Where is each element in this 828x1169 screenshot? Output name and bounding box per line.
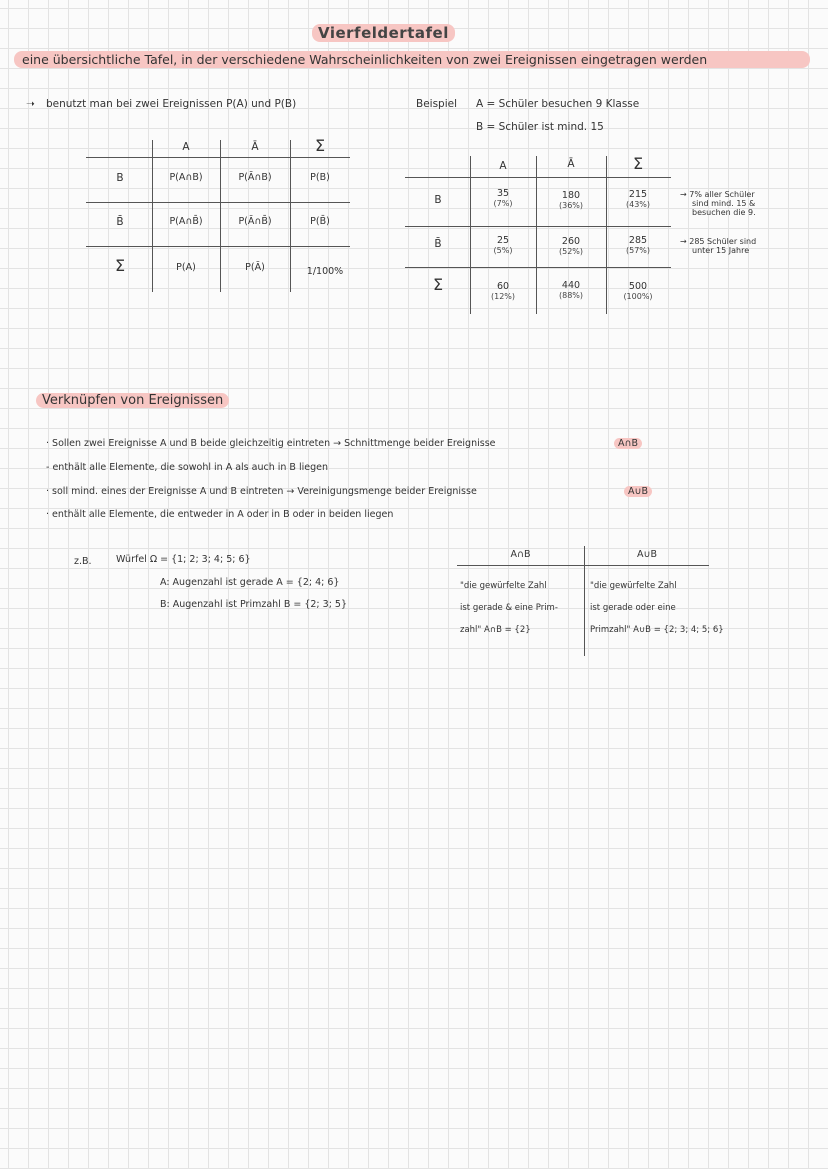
note-2: [680, 237, 756, 255]
intro-arrow-icon: ➝: [26, 98, 35, 110]
example-label: Beispiel: [416, 98, 458, 110]
text-line: Primzahl" A∪B = {2; 3; 4; 5; 6}: [590, 625, 724, 635]
text-line: ist gerade & eine Prim-: [460, 603, 558, 613]
bullet-dot-icon: ·: [46, 486, 53, 497]
percent: (5%): [493, 246, 513, 255]
example-def-a: A = Schüler besuchen 9 Klasse: [476, 98, 640, 110]
bullet-1: [46, 438, 496, 449]
bullet-text: enthält alle Elemente, die sowohl in A als auch in B liegen: [52, 462, 328, 473]
cell-p-abar: P(Ā): [245, 262, 265, 273]
ex-cell-b-sum: [606, 189, 670, 209]
note-1-line: besuchen die 9.: [692, 208, 756, 217]
value: 60: [496, 281, 510, 292]
ex-cell-sum-total: [606, 281, 670, 301]
col-head-union: A∪B: [637, 549, 657, 560]
col-head-intersection: A∩B: [510, 549, 531, 560]
example2-omega: Würfel Ω = {1; 2; 3; 4; 5; 6}: [116, 554, 251, 565]
ex-cell-sum-abar: [536, 280, 606, 300]
bullet-text: Sollen zwei Ereignisse A und B beide gleichzeitig eintreten → Schnittmenge beider Ereignisse: [52, 438, 496, 449]
ex-header-sum: Σ: [632, 154, 644, 173]
text-line: ist gerade oder eine: [590, 603, 676, 613]
page-subtitle: eine übersichtliche Tafel, in der verschiedene Wahrscheinlichkeiten von zwei Ereignissen eingetragen werden: [14, 51, 810, 68]
note-1: [680, 190, 756, 217]
ex-cell-bbar-abar: [536, 236, 606, 256]
bullet-1-symbol: [614, 438, 642, 449]
bullet-3: [46, 486, 477, 497]
percent: (7%): [493, 199, 513, 208]
value: 25: [496, 235, 510, 246]
bullet-dash-icon: -: [46, 462, 53, 473]
note-2-line: unter 15 Jahre: [692, 246, 750, 255]
example-def-b: B = Schüler ist mind. 15: [476, 121, 604, 133]
ex-cell-bbar-sum: [606, 235, 670, 255]
value: 500: [628, 281, 648, 292]
percent: (43%): [625, 200, 651, 209]
col-union-text: [590, 575, 724, 641]
ex-header-a-bar: Ā: [567, 158, 575, 170]
note-2-line: → 285 Schüler sind: [680, 237, 757, 246]
percent: (57%): [625, 246, 651, 255]
ex-cell-bbar-a: [470, 235, 536, 255]
section-heading: Verknüpfen von Ereignissen: [36, 393, 229, 408]
header-a: A: [182, 141, 190, 153]
ex-cell-b-abar: [536, 190, 606, 210]
percent: (52%): [558, 247, 584, 256]
value: 35: [496, 188, 510, 199]
example2-a: A: Augenzahl ist gerade A = {2; 4; 6}: [160, 577, 340, 588]
intersection-symbol: A∩B: [614, 438, 642, 449]
row-label-sum: Σ: [114, 256, 126, 275]
cell-total: 1/100%: [306, 266, 344, 277]
row-label-b-bar: B̄: [116, 216, 124, 228]
text-line: "die gewürfelte Zahl: [460, 581, 547, 591]
row-label-b: B: [116, 172, 124, 184]
bullet-2: [46, 462, 328, 473]
percent: (12%): [490, 292, 516, 301]
bullet-text: soll mind. eines der Ereignisse A und B eintreten → Vereinigungsmenge beider Ereignisse: [52, 486, 477, 497]
cell-p-b: P(B): [310, 172, 330, 183]
note-1-line: → 7% aller Schüler: [680, 190, 755, 199]
bullet-dot-icon: ·: [46, 438, 53, 449]
cell-p-abar-and-b: P(Ā∩B): [238, 172, 272, 183]
col-intersection-text: [460, 575, 558, 641]
cell-p-a-and-b: P(A∩B): [169, 172, 203, 183]
cell-p-bbar: P(B̄): [310, 216, 330, 227]
bullet-dot-icon: ·: [46, 509, 53, 520]
example2-b: B: Augenzahl ist Primzahl B = {2; 3; 5}: [160, 599, 348, 610]
cell-p-abar-and-bbar: P(Ā∩B̄): [238, 216, 272, 227]
value: 260: [561, 236, 581, 247]
note-1-line: sind mind. 15 &: [692, 199, 756, 208]
percent: (100%): [623, 292, 653, 301]
ex-row-label-b-bar: B̄: [434, 238, 442, 250]
cell-p-a-and-bbar: P(A∩B̄): [169, 216, 203, 227]
ex-cell-sum-a: [470, 281, 536, 301]
value: 180: [561, 190, 581, 201]
value: 440: [561, 280, 581, 291]
ex-row-label-b: B: [434, 194, 442, 206]
bullet-4: [46, 509, 393, 520]
value: 215: [628, 189, 648, 200]
bullet-3-symbol: [624, 486, 652, 497]
union-symbol: A∪B: [624, 486, 652, 497]
ex-header-a: A: [499, 160, 507, 172]
text-line: zahl" A∩B = {2}: [460, 625, 531, 635]
header-a-bar: Ā: [251, 141, 259, 153]
example2-label: z.B.: [74, 556, 92, 567]
ex-row-label-sum: Σ: [432, 275, 444, 294]
page-title: Vierfeldertafel: [312, 24, 455, 42]
text-line: "die gewürfelte Zahl: [590, 581, 677, 591]
header-sum: Σ: [314, 136, 326, 155]
cell-p-a: P(A): [176, 262, 196, 273]
intro-text: benutzt man bei zwei Ereignissen P(A) und P(B): [46, 98, 297, 110]
percent: (88%): [558, 291, 584, 300]
value: 285: [628, 235, 648, 246]
percent: (36%): [558, 201, 584, 210]
ex-cell-b-a: [470, 188, 536, 208]
bullet-text: enthält alle Elemente, die entweder in A oder in B oder in beiden liegen: [52, 509, 394, 520]
